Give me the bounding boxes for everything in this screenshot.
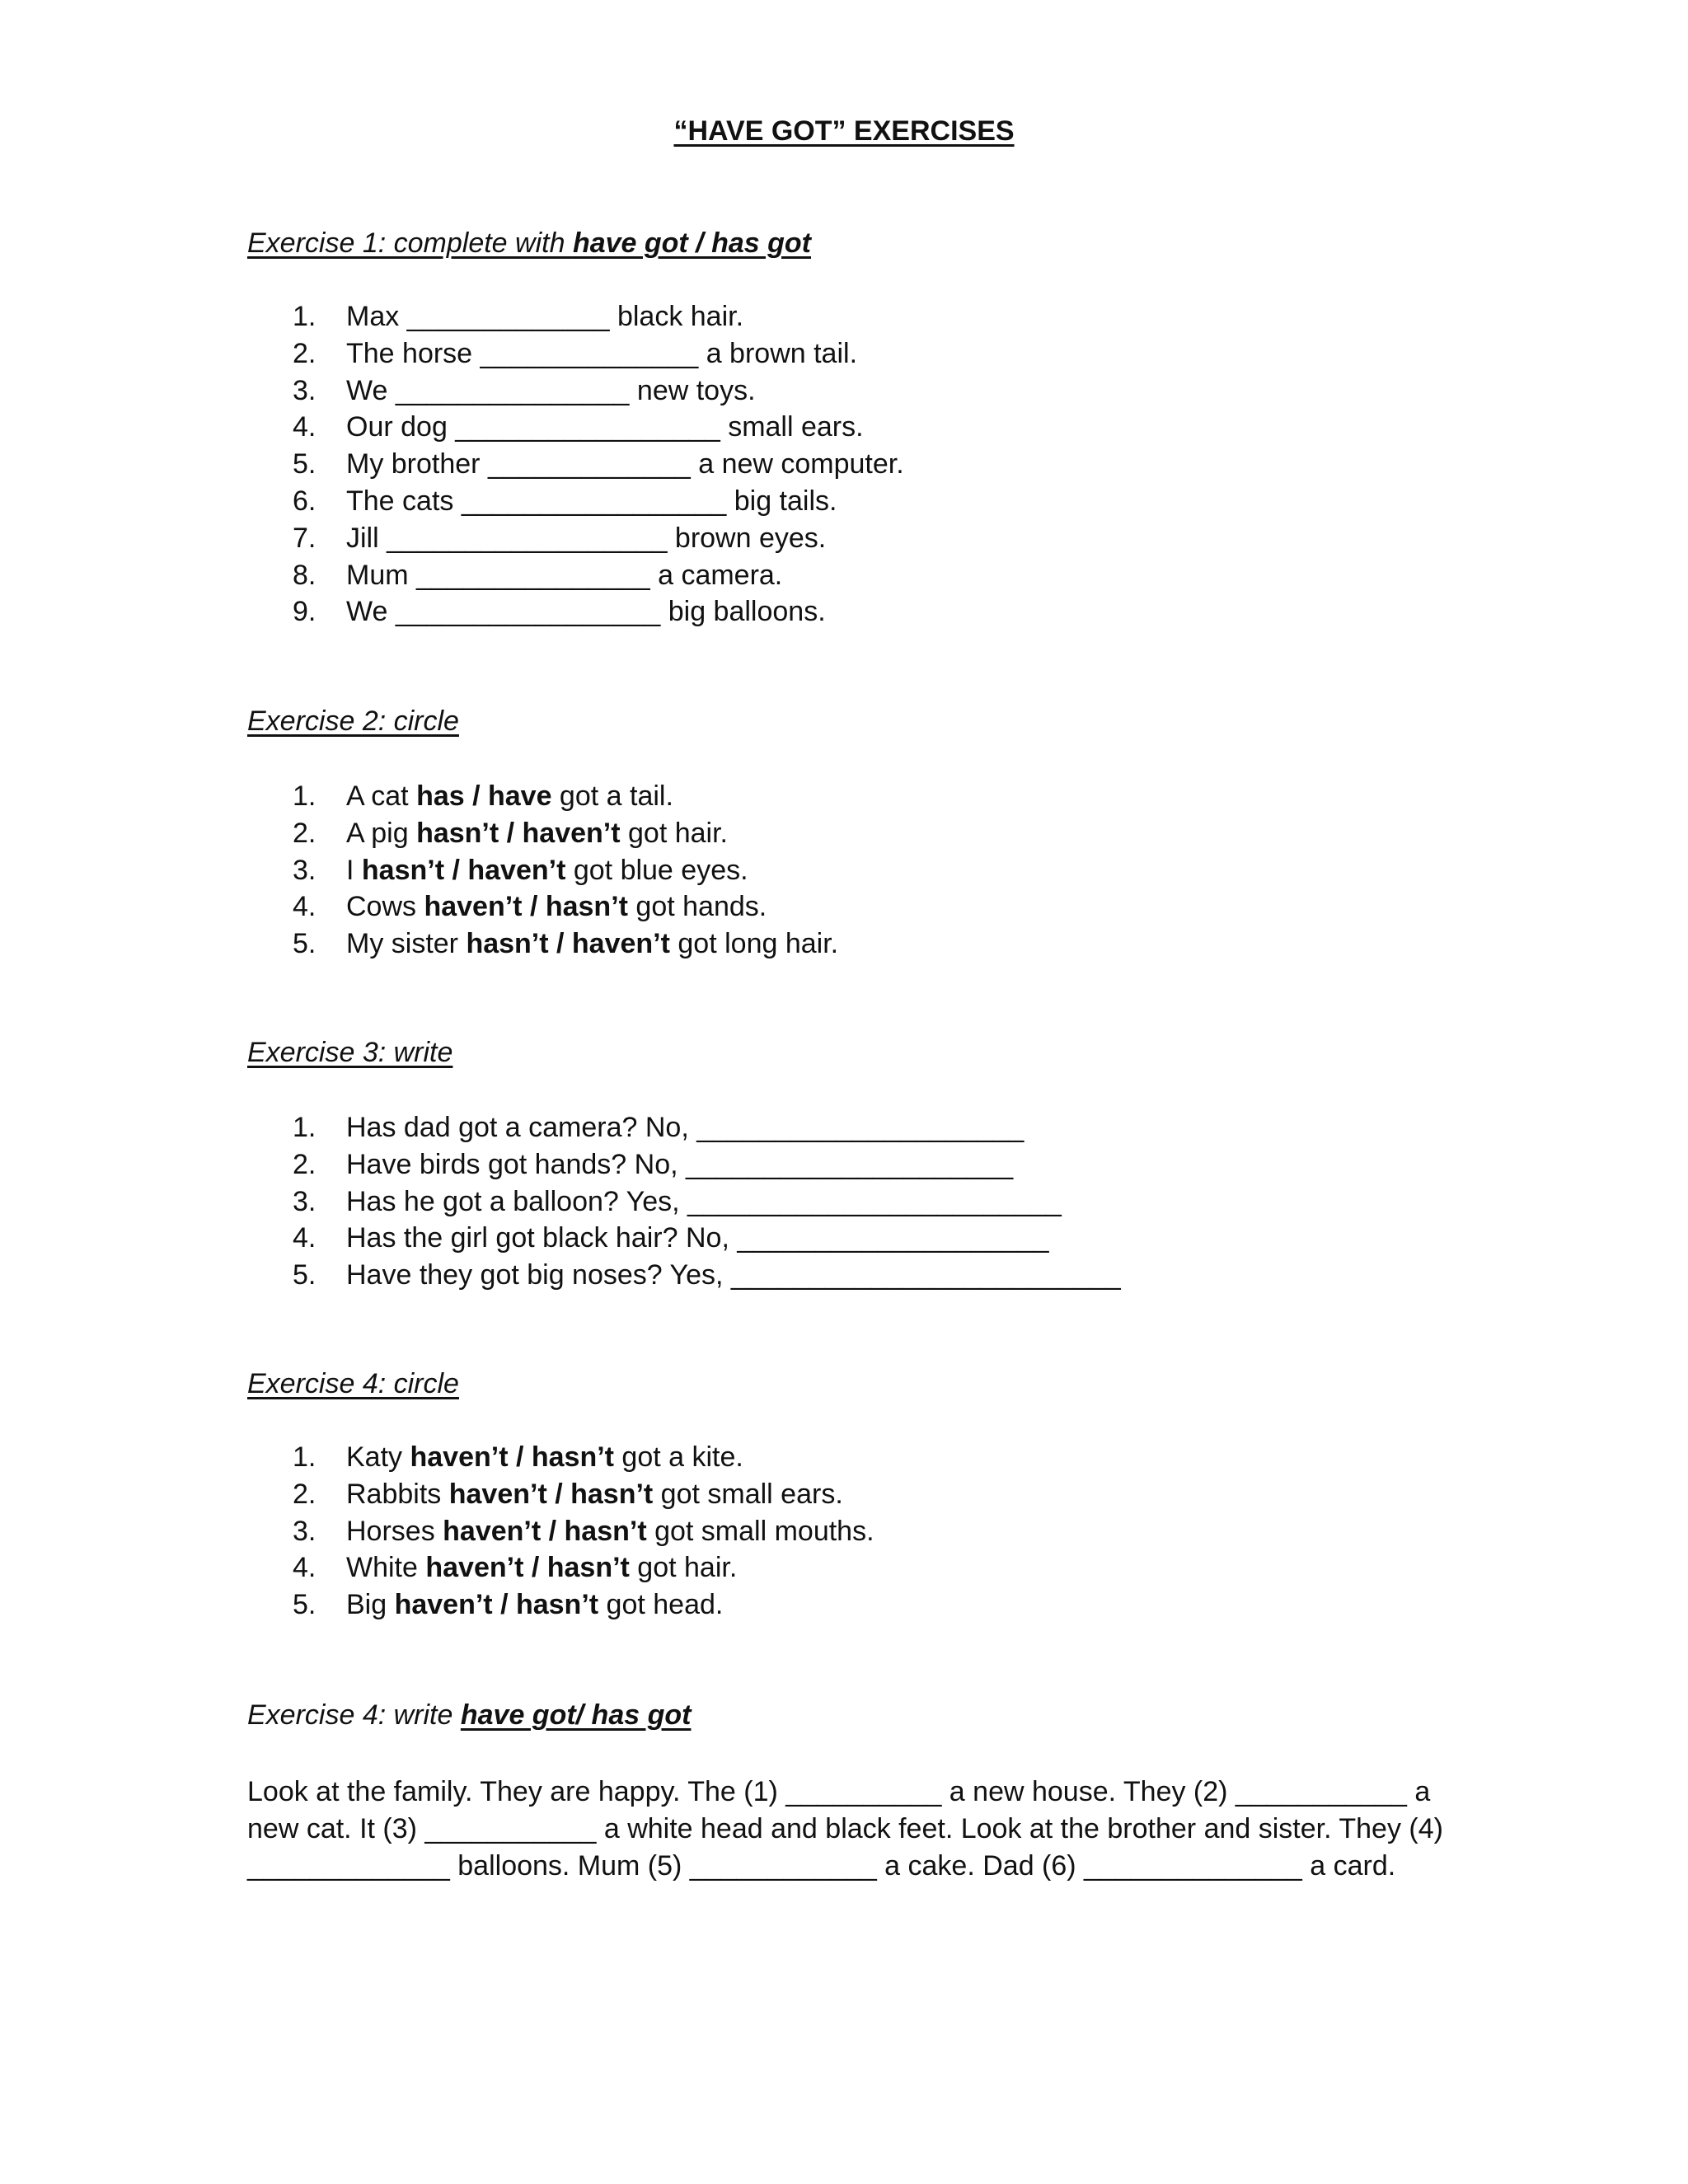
exercise-5-heading — [247, 1699, 691, 1732]
item-text-post: got hands. — [627, 891, 767, 923]
item-text-post: got long hair. — [669, 928, 839, 960]
item-text: We _______________ new toys. — [346, 374, 756, 406]
item-choice: haven’t / hasn’t — [424, 891, 628, 923]
item-number: 1. — [293, 1112, 316, 1143]
item-text — [346, 1586, 723, 1624]
item-number: 2. — [293, 337, 316, 369]
item-number: 5. — [293, 448, 316, 480]
item-text — [346, 1439, 743, 1476]
item-text-pre: Horses — [346, 1515, 443, 1547]
item-text-post: got small mouths. — [646, 1515, 874, 1547]
item-text: Has the girl got black hair? No, ____________________ — [346, 1222, 1049, 1254]
item-text-post: got blue eyes. — [565, 854, 748, 886]
item-number: 3. — [293, 854, 316, 886]
item-text-pre: Cows — [346, 891, 424, 923]
item-text — [346, 815, 728, 852]
item-text-post: got a tail. — [551, 780, 673, 812]
item-number: 2. — [293, 1478, 316, 1510]
item-text: Our dog _________________ small ears. — [346, 411, 864, 443]
item-number: 5. — [293, 1589, 316, 1621]
item-choice: haven’t / hasn’t — [448, 1478, 654, 1510]
item-choice: haven’t / hasn’t — [394, 1589, 599, 1621]
item-text: Have they got big noses? Yes, _________________________ — [346, 1259, 1121, 1291]
item-number: 4. — [293, 411, 316, 443]
exercise-3-heading: Exercise 3: write — [247, 1037, 453, 1068]
item-choice: hasn’t / haven’t — [466, 928, 670, 960]
item-number: 5. — [293, 928, 316, 960]
item-number: 2. — [293, 1148, 316, 1180]
item-text-post: got small ears. — [653, 1478, 843, 1510]
item-number: 1. — [293, 301, 316, 332]
item-number: 4. — [293, 1552, 316, 1584]
item-text-pre: Big — [346, 1589, 395, 1621]
item-choice: hasn’t / haven’t — [361, 854, 566, 886]
item-choice: haven’t / hasn’t — [443, 1515, 647, 1547]
item-text — [346, 852, 748, 889]
paragraph-line: _____________ balloons. Mum (5) ____________ a cake. Dad (6) ______________ a card. — [247, 1849, 1396, 1882]
item-text — [346, 1513, 874, 1550]
item-number: 7. — [293, 522, 316, 554]
item-text — [346, 1476, 843, 1513]
item-text: Max _____________ black hair. — [346, 301, 744, 332]
item-text: Have birds got hands? No, _____________________ — [346, 1148, 1014, 1180]
item-number: 1. — [293, 780, 316, 812]
exercise-4-heading: Exercise 4: circle — [247, 1368, 459, 1399]
item-text: The horse ______________ a brown tail. — [346, 337, 858, 369]
item-text-pre: I — [346, 854, 362, 886]
item-number: 2. — [293, 817, 316, 849]
item-text-pre: My sister — [346, 928, 467, 960]
item-choice: hasn’t / haven’t — [416, 817, 621, 849]
item-text: We _________________ big balloons. — [346, 596, 826, 628]
item-choice: has / have — [416, 780, 552, 812]
exercise-5-paragraph — [247, 1774, 1451, 1884]
item-text-post: got hair. — [629, 1552, 738, 1584]
item-number: 4. — [293, 1222, 316, 1254]
item-text: Has dad got a camera? No, _____________________ — [346, 1112, 1025, 1143]
item-text-post: got hair. — [620, 817, 728, 849]
item-text — [346, 888, 767, 926]
exercise-5-heading-bold: have got/ has got — [460, 1699, 692, 1731]
item-text-pre: Katy — [346, 1441, 410, 1473]
item-text-pre: A cat — [346, 780, 417, 812]
item-number: 8. — [293, 559, 316, 591]
item-text — [346, 778, 673, 815]
item-text-post: got a kite. — [613, 1441, 743, 1473]
item-text: My brother _____________ a new computer. — [346, 448, 904, 480]
page-title: “HAVE GOT” EXERCISES — [673, 115, 1015, 147]
item-text: Has he got a balloon? Yes, ________________________ — [346, 1185, 1062, 1217]
item-text — [346, 1549, 737, 1586]
item-text: Jill __________________ brown eyes. — [346, 522, 827, 554]
item-number: 9. — [293, 596, 316, 628]
item-number: 1. — [293, 1441, 316, 1473]
exercise-5-heading-prefix: Exercise 4: write — [247, 1699, 461, 1731]
paragraph-line: Look at the family. They are happy. The (1) __________ a new house. They (2) ___________ a — [247, 1776, 1431, 1807]
item-text: Mum _______________ a camera. — [346, 559, 783, 591]
item-text-post: got head. — [598, 1589, 724, 1621]
exercise-1-heading-prefix: Exercise 1: complete with — [247, 227, 573, 259]
paragraph-line: new cat. It (3) ___________ a white head and black feet. Look at the brother and sister. They (4) — [247, 1812, 1443, 1844]
exercise-2-heading: Exercise 2: circle — [247, 705, 459, 737]
item-number: 5. — [293, 1259, 316, 1291]
item-choice: haven’t / hasn’t — [410, 1441, 614, 1473]
item-text: The cats _________________ big tails. — [346, 485, 837, 517]
item-text-pre: White — [346, 1552, 426, 1584]
exercise-1-heading — [247, 227, 811, 260]
item-number: 4. — [293, 891, 316, 923]
item-number: 6. — [293, 485, 316, 517]
item-number: 3. — [293, 374, 316, 406]
item-choice: haven’t / hasn’t — [425, 1552, 630, 1584]
item-text-pre: Rabbits — [346, 1478, 449, 1510]
item-number: 3. — [293, 1185, 316, 1217]
exercise-1-heading-bold: have got / has got — [572, 227, 811, 259]
item-text — [346, 926, 838, 963]
item-number: 3. — [293, 1515, 316, 1547]
item-text-pre: A pig — [346, 817, 417, 849]
